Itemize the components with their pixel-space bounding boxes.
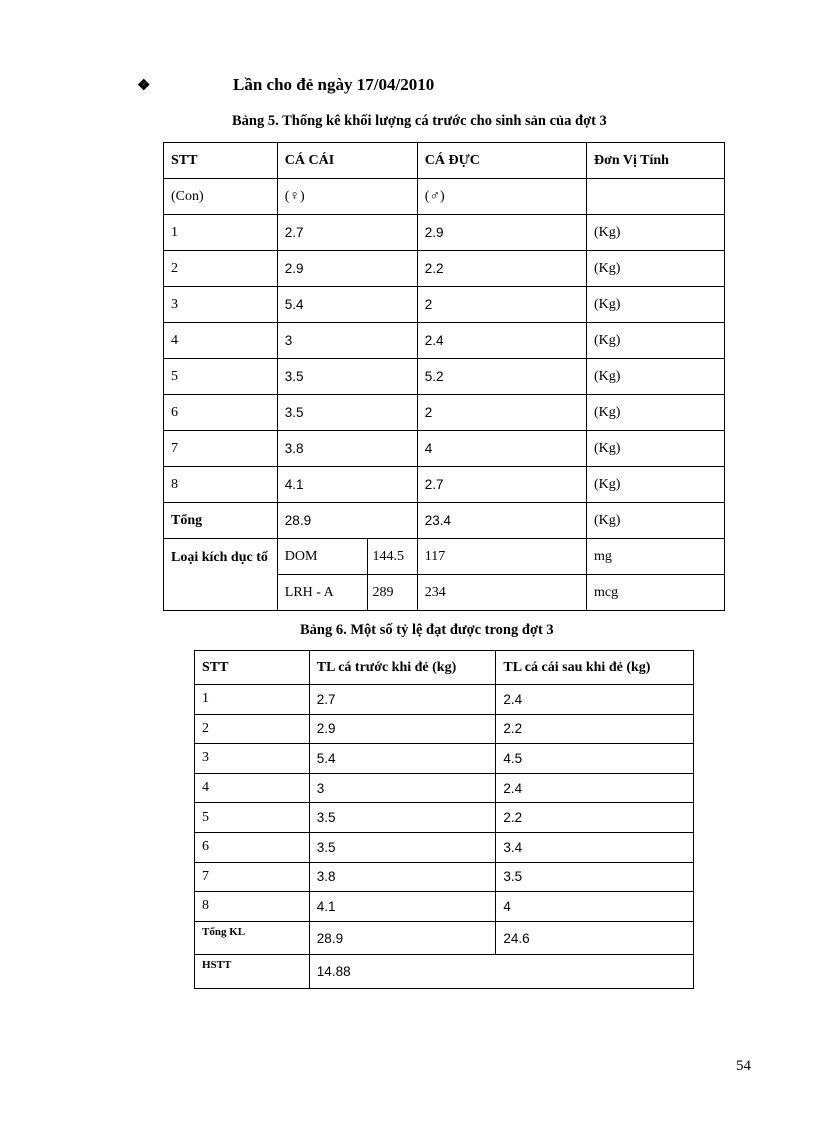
- weight-after-cell: 3.5: [496, 862, 694, 892]
- stt-cell: 3: [195, 744, 310, 774]
- table6-caption: Bảng 6. Một số tỷ lệ đạt được trong đợt 3: [300, 622, 554, 638]
- hormone-label: Loại kích dục tố: [164, 539, 278, 611]
- weight-after-cell: 3.4: [496, 832, 694, 862]
- header-cell: CÁ ĐỰC: [417, 143, 586, 179]
- hormone-row: [164, 539, 725, 575]
- male-weight-cell: 2.2: [417, 251, 586, 287]
- stt-cell: 6: [164, 395, 278, 431]
- unit-cell: (Kg): [586, 323, 724, 359]
- female-weight-cell: 3.8: [277, 431, 417, 467]
- male-weight-cell: 2: [417, 395, 586, 431]
- stt-cell: 4: [195, 773, 310, 803]
- table-row: [195, 862, 694, 892]
- weight-before-cell: 2.9: [309, 714, 496, 744]
- total-row: [164, 503, 725, 539]
- unit-cell: (Kg): [586, 503, 724, 539]
- hormone-male-dose: 117: [417, 539, 586, 575]
- header-cell: STT: [195, 651, 310, 685]
- unit-cell: (Kg): [586, 467, 724, 503]
- table-row: [195, 773, 694, 803]
- hstt-row: [195, 955, 694, 989]
- stt-cell: 5: [164, 359, 278, 395]
- header-cell: STT: [164, 143, 278, 179]
- unit-cell: (Kg): [586, 431, 724, 467]
- diamond-bullet-icon: ❖: [137, 78, 151, 94]
- hormone-unit: mcg: [586, 575, 724, 611]
- total-before-cell: 28.9: [309, 921, 496, 955]
- female-weight-cell: 5.4: [277, 287, 417, 323]
- female-total-cell: 28.9: [277, 503, 417, 539]
- stt-cell: 2: [164, 251, 278, 287]
- stt-cell: 1: [195, 685, 310, 715]
- stt-cell: 6: [195, 832, 310, 862]
- page-number: 54: [736, 1058, 751, 1074]
- header-cell: TL cá cái sau khi đẻ (kg): [496, 651, 694, 685]
- table5: [163, 142, 725, 611]
- table-row: [164, 287, 725, 323]
- weight-after-cell: 2.4: [496, 773, 694, 803]
- female-symbol-cell: (♀): [277, 179, 417, 215]
- female-weight-cell: 2.7: [277, 215, 417, 251]
- table-row: [164, 431, 725, 467]
- stt-cell: 8: [164, 467, 278, 503]
- table6: [194, 650, 694, 989]
- hormone-unit: mg: [586, 539, 724, 575]
- header-cell: CÁ CÁI: [277, 143, 417, 179]
- hormone-name-cell: DOM: [277, 539, 368, 575]
- stt-cell: 7: [195, 862, 310, 892]
- table-row: [195, 685, 694, 715]
- total-label: Tổng: [164, 503, 278, 539]
- weight-before-cell: 3.5: [309, 832, 496, 862]
- weight-after-cell: 2.2: [496, 803, 694, 833]
- male-total-cell: 23.4: [417, 503, 586, 539]
- table-row: [164, 467, 725, 503]
- table-row: [195, 803, 694, 833]
- hormone-male-dose: 234: [417, 575, 586, 611]
- male-weight-cell: 2.4: [417, 323, 586, 359]
- hormone-name-cell: LRH - A: [277, 575, 368, 611]
- male-symbol-cell: (♂): [417, 179, 586, 215]
- unit-cell: (Kg): [586, 395, 724, 431]
- total-after-cell: 24.6: [496, 921, 694, 955]
- table-row: [164, 359, 725, 395]
- weight-before-cell: 3.5: [309, 803, 496, 833]
- hormone-female-dose: 289: [368, 575, 417, 611]
- total-row: [195, 921, 694, 955]
- stt-cell: 1: [164, 215, 278, 251]
- male-weight-cell: 2.7: [417, 467, 586, 503]
- male-weight-cell: 2: [417, 287, 586, 323]
- female-weight-cell: 2.9: [277, 251, 417, 287]
- table-header-row: [164, 143, 725, 179]
- hstt-label: HSTT: [195, 955, 310, 989]
- table-row: [164, 395, 725, 431]
- stt-cell: 7: [164, 431, 278, 467]
- weight-after-cell: 2.4: [496, 685, 694, 715]
- stt-cell: 8: [195, 892, 310, 922]
- section-heading: [137, 75, 434, 95]
- female-weight-cell: 3: [277, 323, 417, 359]
- weight-after-cell: 2.2: [496, 714, 694, 744]
- weight-before-cell: 3.8: [309, 862, 496, 892]
- header-cell: Đơn Vị Tính: [586, 143, 724, 179]
- stt-cell: 5: [195, 803, 310, 833]
- subheader-cell: (Con): [164, 179, 278, 215]
- unit-cell: (Kg): [586, 359, 724, 395]
- male-weight-cell: 4: [417, 431, 586, 467]
- total-label: Tổng KL: [195, 921, 310, 955]
- stt-cell: 3: [164, 287, 278, 323]
- hstt-value: 14.88: [309, 955, 693, 989]
- hormone-female-dose: 144.5: [368, 539, 417, 575]
- header-cell: TL cá trước khi đẻ (kg): [309, 651, 496, 685]
- table5-caption: Bảng 5. Thống kê khối lượng cá trước cho sinh sản của đợt 3: [232, 113, 607, 129]
- stt-cell: 4: [164, 323, 278, 359]
- stt-cell: 2: [195, 714, 310, 744]
- female-weight-cell: 3.5: [277, 359, 417, 395]
- weight-after-cell: 4.5: [496, 744, 694, 774]
- unit-cell: (Kg): [586, 215, 724, 251]
- table-row: [164, 323, 725, 359]
- weight-after-cell: 4: [496, 892, 694, 922]
- unit-cell: (Kg): [586, 287, 724, 323]
- weight-before-cell: 5.4: [309, 744, 496, 774]
- table-header-row: [195, 651, 694, 685]
- weight-before-cell: 2.7: [309, 685, 496, 715]
- table-row: [195, 832, 694, 862]
- table-row: [195, 892, 694, 922]
- section-title: Lần cho đẻ ngày 17/04/2010: [233, 75, 435, 94]
- subheader-cell: [586, 179, 724, 215]
- unit-cell: (Kg): [586, 251, 724, 287]
- table-row: [164, 251, 725, 287]
- weight-before-cell: 3: [309, 773, 496, 803]
- male-weight-cell: 2.9: [417, 215, 586, 251]
- table-row: [195, 714, 694, 744]
- table-row: [195, 744, 694, 774]
- table-row: [164, 215, 725, 251]
- female-weight-cell: 3.5: [277, 395, 417, 431]
- male-weight-cell: 5.2: [417, 359, 586, 395]
- female-weight-cell: 4.1: [277, 467, 417, 503]
- weight-before-cell: 4.1: [309, 892, 496, 922]
- table-subheader-row: [164, 179, 725, 215]
